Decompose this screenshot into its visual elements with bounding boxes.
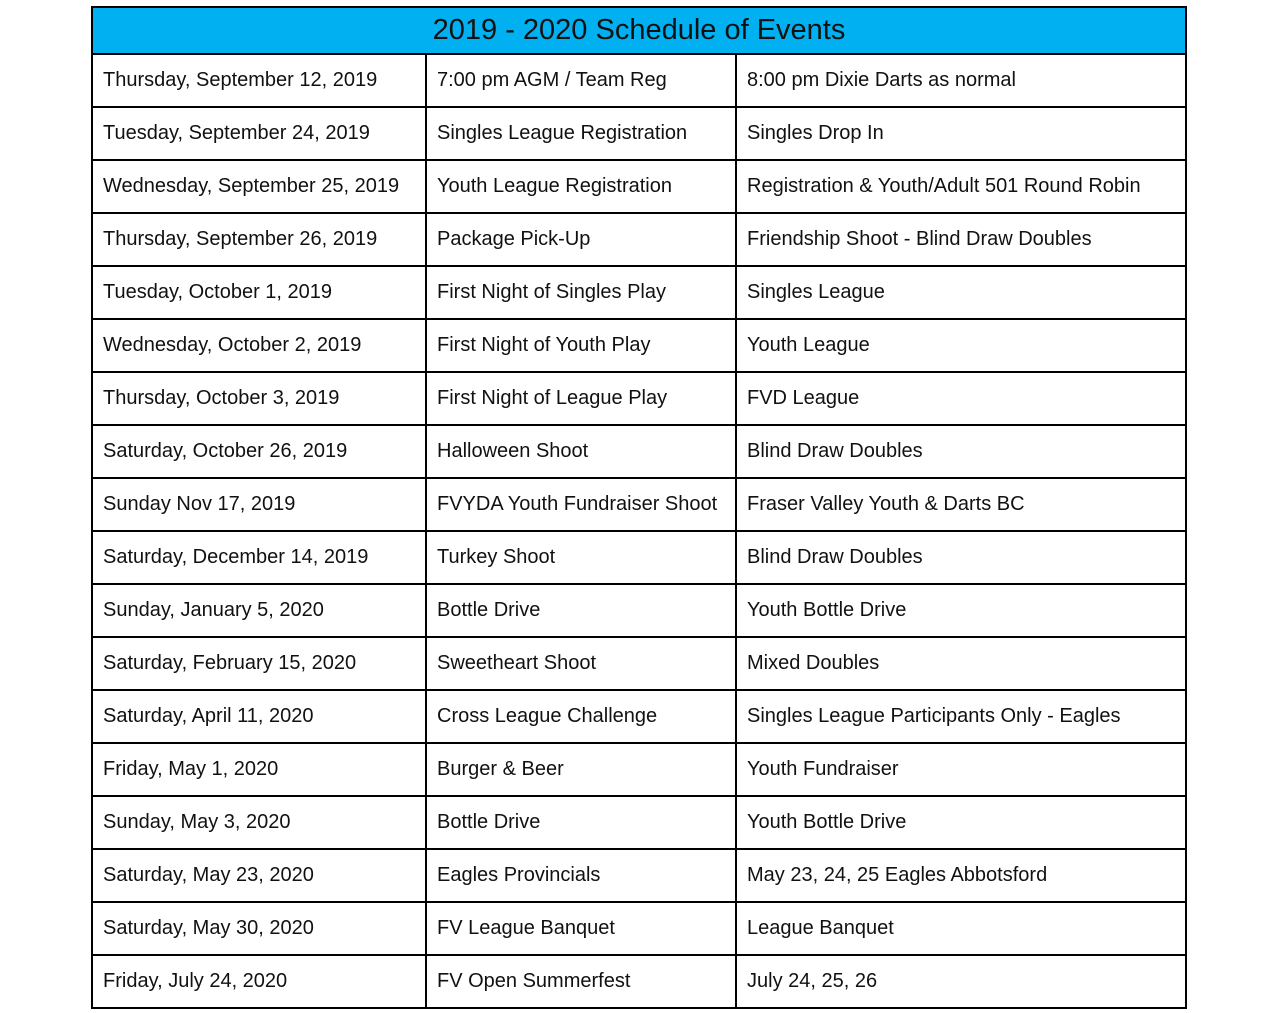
event-date-cell: Tuesday, September 24, 2019	[92, 107, 426, 160]
event-details-cell: FVD League	[736, 372, 1186, 425]
table-row	[92, 849, 1186, 902]
event-date-cell: Wednesday, September 25, 2019	[92, 160, 426, 213]
event-details-cell: Youth Fundraiser	[736, 743, 1186, 796]
event-date-cell: Thursday, September 26, 2019	[92, 213, 426, 266]
event-details-cell: May 23, 24, 25 Eagles Abbotsford	[736, 849, 1186, 902]
event-name-cell: FV League Banquet	[426, 902, 736, 955]
page-title: 2019 - 2020 Schedule of Events	[92, 7, 1186, 54]
event-details-cell: Youth League	[736, 319, 1186, 372]
event-name-cell: FVYDA Youth Fundraiser Shoot	[426, 478, 736, 531]
event-details-cell: League Banquet	[736, 902, 1186, 955]
event-date-cell: Thursday, September 12, 2019	[92, 54, 426, 107]
event-date-cell: Sunday Nov 17, 2019	[92, 478, 426, 531]
event-date-cell: Wednesday, October 2, 2019	[92, 319, 426, 372]
table-row	[92, 531, 1186, 584]
table-row	[92, 637, 1186, 690]
event-name-cell: Turkey Shoot	[426, 531, 736, 584]
schedule-table	[91, 6, 1187, 1009]
event-name-cell: Eagles Provincials	[426, 849, 736, 902]
event-date-cell: Sunday, January 5, 2020	[92, 584, 426, 637]
table-row	[92, 54, 1186, 107]
event-name-cell: 7:00 pm AGM / Team Reg	[426, 54, 736, 107]
event-name-cell: Youth League Registration	[426, 160, 736, 213]
table-row	[92, 902, 1186, 955]
event-details-cell: Singles League	[736, 266, 1186, 319]
event-details-cell: Youth Bottle Drive	[736, 796, 1186, 849]
schedule-sheet	[91, 6, 1185, 1009]
event-details-cell: Blind Draw Doubles	[736, 425, 1186, 478]
event-details-cell: Blind Draw Doubles	[736, 531, 1186, 584]
table-row	[92, 319, 1186, 372]
event-date-cell: Saturday, April 11, 2020	[92, 690, 426, 743]
event-name-cell: Singles League Registration	[426, 107, 736, 160]
event-date-cell: Saturday, May 23, 2020	[92, 849, 426, 902]
table-row	[92, 478, 1186, 531]
event-name-cell: Sweetheart Shoot	[426, 637, 736, 690]
event-date-cell: Friday, May 1, 2020	[92, 743, 426, 796]
table-row	[92, 425, 1186, 478]
table-row	[92, 213, 1186, 266]
event-name-cell: First Night of Youth Play	[426, 319, 736, 372]
title-row	[92, 7, 1186, 54]
event-details-cell: Fraser Valley Youth & Darts BC	[736, 478, 1186, 531]
event-date-cell: Sunday, May 3, 2020	[92, 796, 426, 849]
table-row	[92, 372, 1186, 425]
event-date-cell: Thursday, October 3, 2019	[92, 372, 426, 425]
table-row	[92, 107, 1186, 160]
event-details-cell: 8:00 pm Dixie Darts as normal	[736, 54, 1186, 107]
event-name-cell: Bottle Drive	[426, 584, 736, 637]
table-row	[92, 690, 1186, 743]
event-details-cell: July 24, 25, 26	[736, 955, 1186, 1008]
event-name-cell: FV Open Summerfest	[426, 955, 736, 1008]
event-date-cell: Friday, July 24, 2020	[92, 955, 426, 1008]
event-details-cell: Friendship Shoot - Blind Draw Doubles	[736, 213, 1186, 266]
event-name-cell: Halloween Shoot	[426, 425, 736, 478]
event-name-cell: Package Pick-Up	[426, 213, 736, 266]
table-row	[92, 743, 1186, 796]
table-row	[92, 796, 1186, 849]
table-row	[92, 955, 1186, 1008]
table-row	[92, 160, 1186, 213]
event-date-cell: Tuesday, October 1, 2019	[92, 266, 426, 319]
event-name-cell: First Night of Singles Play	[426, 266, 736, 319]
event-date-cell: Saturday, February 15, 2020	[92, 637, 426, 690]
event-details-cell: Mixed Doubles	[736, 637, 1186, 690]
schedule-body	[92, 54, 1186, 1008]
table-row	[92, 584, 1186, 637]
event-date-cell: Saturday, October 26, 2019	[92, 425, 426, 478]
event-details-cell: Singles Drop In	[736, 107, 1186, 160]
event-name-cell: Cross League Challenge	[426, 690, 736, 743]
event-date-cell: Saturday, May 30, 2020	[92, 902, 426, 955]
event-name-cell: Bottle Drive	[426, 796, 736, 849]
table-row	[92, 266, 1186, 319]
event-details-cell: Singles League Participants Only - Eagles	[736, 690, 1186, 743]
event-details-cell: Registration & Youth/Adult 501 Round Robin	[736, 160, 1186, 213]
event-details-cell: Youth Bottle Drive	[736, 584, 1186, 637]
event-date-cell: Saturday, December 14, 2019	[92, 531, 426, 584]
event-name-cell: Burger & Beer	[426, 743, 736, 796]
event-name-cell: First Night of League Play	[426, 372, 736, 425]
